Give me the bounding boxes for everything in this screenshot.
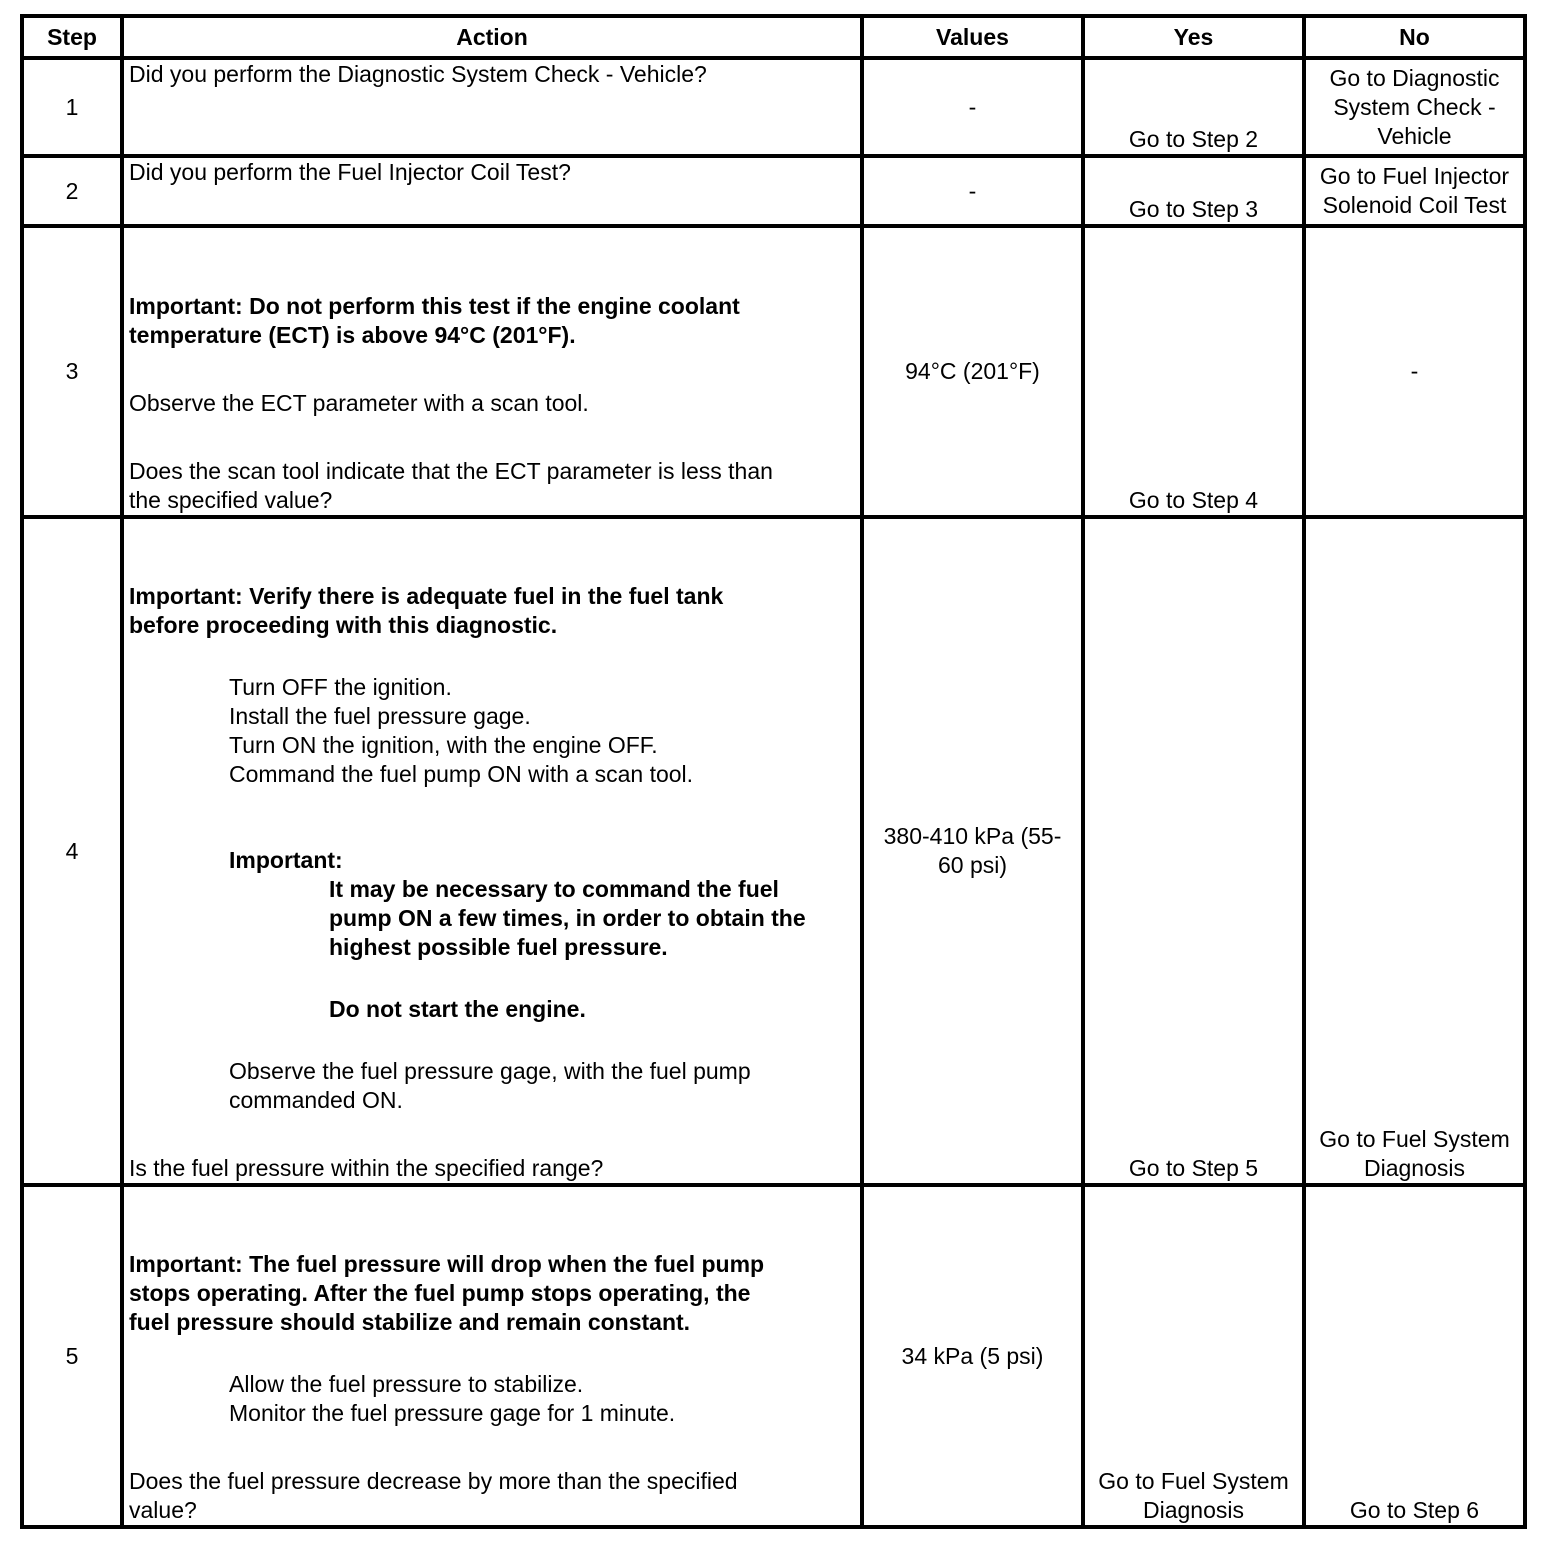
header-values: Values [862,16,1083,58]
no-cell [1304,156,1525,226]
question-text: Did you perform the Fuel Injector Coil Test? [129,159,571,185]
question-text: Is the fuel pressure within the specified range? [129,1155,604,1181]
yes-cell: Go to Step 3 [1083,156,1304,226]
value-cell [862,517,1083,1185]
yes-cell: Go to Step 4 [1083,226,1304,517]
value-cell: - [862,156,1083,226]
important-line: Important: The fuel pressure will drop when the fuel pump [129,1251,765,1277]
question-line: the specified value? [129,487,333,513]
yes-cell: Go to Step 2 [1083,58,1304,156]
question-line: Does the fuel pressure decrease by more than the specified [129,1468,738,1494]
no-cell [1304,517,1525,1185]
action-cell [122,58,862,156]
step-number: 1 [22,58,122,156]
yes-line: Diagnosis [1143,1497,1244,1523]
procedure-step: Command the fuel pump ON with a scan tool. [229,761,694,787]
instruction-text: Observe the ECT parameter with a scan tool. [129,390,589,416]
sub-important-label: Important: [229,847,343,873]
procedure-step: Install the fuel pressure gage. [229,703,531,729]
header-action: Action [122,16,862,58]
no-cell: Go to Step 6 [1304,1185,1525,1527]
header-no: No [1304,16,1525,58]
step-number: 4 [22,517,122,1185]
observe-line: commanded ON. [229,1087,403,1113]
no-line: Go to Diagnostic [1329,64,1500,91]
yes-line: Go to Fuel System [1098,1468,1289,1494]
sub-important-line: pump ON a few times, in order to obtain the [329,905,806,931]
important-line: temperature (ECT) is above 94°C (201°F). [129,322,576,348]
sub-important-line: highest possible fuel pressure. [329,934,668,960]
no-line: Go to Fuel Injector [1319,163,1510,189]
procedure-step: Allow the fuel pressure to stabilize. [229,1371,584,1397]
no-line: Solenoid Coil Test [1322,192,1507,218]
question-text: Did you perform the Diagnostic System Check - Vehicle? [129,61,707,87]
table-row [22,226,1525,517]
action-cell [122,517,862,1185]
important-line: before proceeding with this diagnostic. [129,612,558,638]
no-line: Vehicle [1377,122,1452,149]
step-number: 3 [22,226,122,517]
table-row [22,156,1525,226]
important-line: fuel pressure should stabilize and remain constant. [129,1309,691,1335]
value-cell: - [862,58,1083,156]
diagnostic-table [20,14,1527,1529]
header-step: Step [22,16,122,58]
action-cell [122,1185,862,1527]
value-line: 60 psi) [937,852,1008,878]
no-cell [1304,58,1525,156]
important-line: stops operating. After the fuel pump stops operating, the [129,1280,751,1306]
question-line: Does the scan tool indicate that the ECT parameter is less than [129,458,773,484]
yes-cell: Go to Step 5 [1083,517,1304,1185]
value-cell: 94°C (201°F) [862,226,1083,517]
question-line: value? [129,1497,197,1523]
observe-line: Observe the fuel pressure gage, with the fuel pump [229,1058,751,1084]
yes-cell [1083,1185,1304,1527]
sub-important-line: It may be necessary to command the fuel [329,876,779,902]
value-line: 380-410 kPa (55- [883,823,1062,849]
important-line: Important: Do not perform this test if the engine coolant [129,293,740,319]
action-cell [122,156,862,226]
no-line: Diagnosis [1364,1155,1465,1181]
action-cell [122,226,862,517]
header-row [22,16,1525,58]
procedure-step: Turn ON the ignition, with the engine OFF. [229,732,658,758]
important-line: Important: Verify there is adequate fuel in the fuel tank [129,583,724,609]
procedure-step: Monitor the fuel pressure gage for 1 minute. [229,1400,676,1426]
value-cell: 34 kPa (5 psi) [862,1185,1083,1527]
no-cell: - [1304,226,1525,517]
no-line: Go to Fuel System [1319,1126,1510,1152]
sub-warning: Do not start the engine. [329,996,586,1022]
table-row [22,1185,1525,1527]
step-number: 5 [22,1185,122,1527]
no-line: System Check - [1333,93,1496,120]
step-number: 2 [22,156,122,226]
procedure-step: Turn OFF the ignition. [229,674,452,700]
table-row [22,58,1525,156]
header-yes: Yes [1083,16,1304,58]
table-row [22,517,1525,1185]
